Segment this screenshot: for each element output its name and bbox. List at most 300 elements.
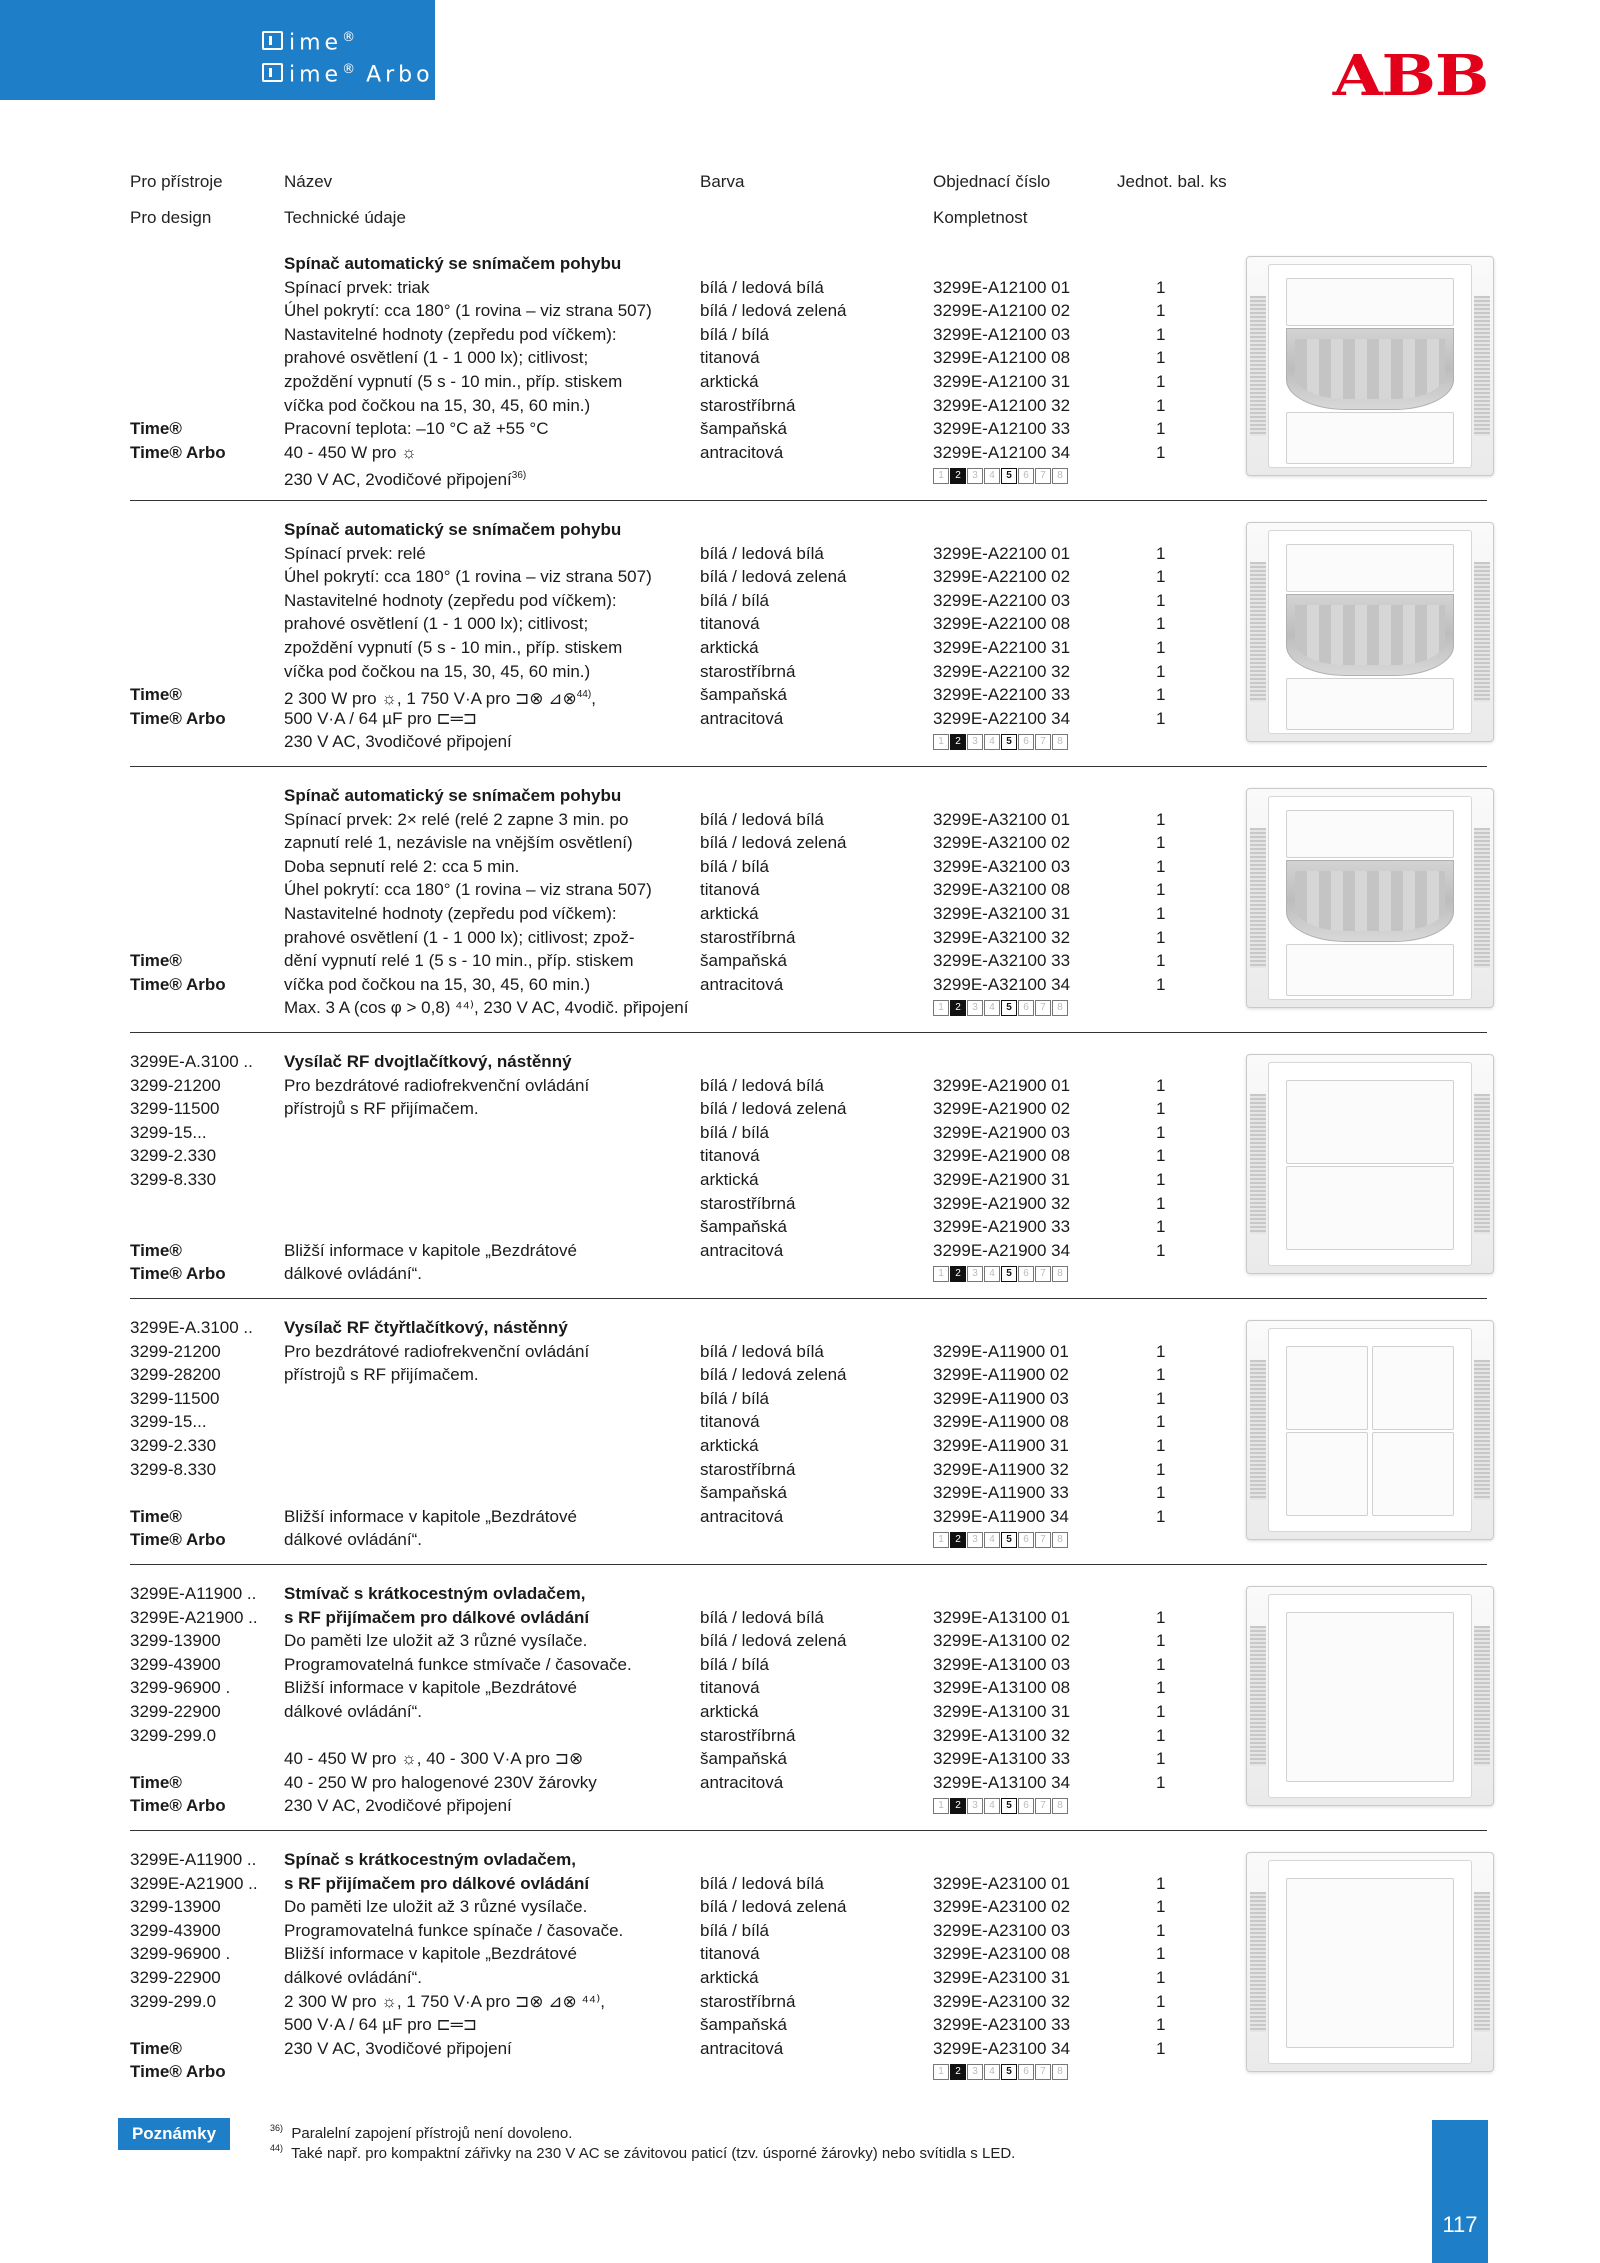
- color-name: starostříbrná: [700, 395, 796, 415]
- pack-quantity: 1: [1156, 419, 1166, 439]
- header-jednot-bal: Jednot. bal. ks: [1117, 172, 1227, 191]
- description-suffix: ,: [591, 689, 596, 709]
- completeness-cell: 8: [1052, 1266, 1068, 1282]
- description-line: [284, 1990, 605, 2013]
- order-number: 3299E-A13100 34: [933, 1772, 1071, 1792]
- left-column-entry: 3299-299.0: [130, 1991, 217, 2011]
- product-image: [1246, 1586, 1494, 1806]
- order-number: 3299E-A22100 03: [933, 590, 1071, 610]
- description-line: [284, 1629, 587, 1652]
- description-line: [284, 346, 588, 369]
- left-column-entry: Time® Arbo: [130, 1530, 226, 1550]
- header-barva: Barva: [700, 172, 745, 191]
- color-name: titanová: [700, 614, 760, 634]
- description-line: [284, 1895, 587, 1918]
- rocker-single: [1286, 1612, 1454, 1782]
- description-text: 40 - 450 W pro ☼: [284, 442, 417, 462]
- pack-quantity: 1: [1156, 1702, 1166, 1721]
- order-number: 3299E-A13100 31: [933, 1702, 1071, 1721]
- color-name: arktická: [700, 372, 759, 391]
- pack-quantity: 1: [1156, 927, 1166, 947]
- left-column-entry: Time® Arbo: [130, 708, 226, 728]
- left-column-entry: 3299-22900: [130, 1968, 221, 1987]
- page-number-box: [1432, 2120, 1488, 2263]
- description-text: Nastavitelné hodnoty (zepředu pod víčkem):: [284, 904, 617, 923]
- completeness-cell: 5: [1001, 1798, 1017, 1814]
- completeness-cell: 8: [1052, 2064, 1068, 2080]
- pack-quantity: 1: [1156, 372, 1166, 391]
- order-number: 3299E-A11900 08: [933, 1412, 1069, 1432]
- left-column-entry: 3299-22900: [130, 1702, 221, 1721]
- order-number: 3299E-A32100 02: [933, 833, 1071, 853]
- order-number: 3299E-A21900 01: [933, 1075, 1071, 1095]
- description-text: Bližší informace v kapitole „Bezdrátové: [284, 1506, 577, 1526]
- description-text: víčka pod čočkou na 15, 30, 45, 60 min.): [284, 395, 591, 415]
- order-number: 3299E-A12100 08: [933, 348, 1071, 368]
- color-name: starostříbrná: [700, 1725, 796, 1745]
- section-title: Vysílač RF dvojtlačítkový, nástěnný: [284, 1052, 572, 1071]
- pack-quantity: 1: [1156, 1170, 1166, 1189]
- order-number: 3299E-A21900 08: [933, 1146, 1071, 1166]
- header-nazev: Název: [284, 172, 333, 191]
- description-line: [284, 1919, 623, 1942]
- description-line: [284, 394, 590, 417]
- completeness-badge: [933, 1532, 1069, 1548]
- description-text: zpoždění vypnutí (5 s - 10 min., příp. stiskem: [284, 372, 623, 391]
- rocker-bottom: [1286, 1166, 1454, 1250]
- sensor-cap: [1286, 810, 1454, 858]
- completeness-cell: 3: [967, 2064, 983, 2080]
- frame-side-left: [1250, 1094, 1266, 1234]
- left-column-entry: 3299-15...: [130, 1412, 207, 1432]
- completeness-cell: 3: [967, 1532, 983, 1548]
- frame-side-left: [1250, 296, 1266, 436]
- order-number: 3299E-A11900 32: [933, 1459, 1069, 1479]
- description-line: [284, 370, 622, 393]
- header-objednaci-cislo: Objednací číslo: [933, 172, 1051, 191]
- completeness-badge: [933, 2064, 1069, 2080]
- frame-side-left: [1250, 1360, 1266, 1500]
- completeness-cell: 7: [1035, 468, 1051, 484]
- completeness-cell: 5: [1001, 1000, 1017, 1016]
- color-name: starostříbrná: [700, 1193, 796, 1213]
- completeness-cell: 1: [933, 1266, 949, 1282]
- pack-quantity: 1: [1156, 1897, 1166, 1917]
- description-text: 40 - 250 W pro halogenové 230V žárovky: [284, 1772, 597, 1792]
- color-name: starostříbrná: [700, 1459, 796, 1479]
- section-title-2: s RF přijímačem pro dálkové ovládání: [284, 1607, 590, 1627]
- color-name: bílá / ledová bílá: [700, 277, 824, 297]
- left-column-entry: 3299-96900 .: [130, 1678, 231, 1698]
- order-number: 3299E-A22100 01: [933, 543, 1071, 563]
- note-ref: 44): [270, 2143, 284, 2153]
- description-text: prahové osvětlení (1 - 1 000 lx); citlivost;: [284, 348, 589, 368]
- completeness-cell: 1: [933, 2064, 949, 2080]
- abb-logo: ABB: [1332, 43, 1488, 109]
- color-name: bílá / ledová bílá: [700, 543, 824, 563]
- order-number: 3299E-A12100 03: [933, 324, 1071, 344]
- section-divider: [130, 1564, 1487, 1565]
- frame-side-left: [1250, 1892, 1266, 2032]
- pack-quantity: 1: [1156, 2015, 1166, 2035]
- completeness-cell: 3: [967, 468, 983, 484]
- header-pro-design: Pro design: [130, 208, 212, 227]
- section-title: Stmívač s krátkocestným ovladačem,: [284, 1584, 586, 1603]
- order-number: 3299E-A32100 31: [933, 904, 1071, 923]
- description-text: 230 V AC, 2vodičové připojení: [284, 1796, 512, 1816]
- left-column-entry: Time® Arbo: [130, 442, 226, 462]
- frame-side-left: [1250, 828, 1266, 968]
- pack-quantity: 1: [1156, 1749, 1166, 1769]
- sensor-lens-icon: [1286, 328, 1454, 410]
- color-name: bílá / ledová zelená: [700, 1897, 847, 1917]
- pack-quantity: 1: [1156, 856, 1166, 876]
- description-text: Do paměti lze uložit až 3 různé vysílače.: [284, 1631, 588, 1651]
- pack-quantity: 1: [1156, 1341, 1166, 1361]
- description-line: [284, 299, 652, 322]
- pack-quantity: 1: [1156, 1459, 1166, 1479]
- completeness-cell: 4: [984, 1266, 1000, 1282]
- description-text: 40 - 450 W pro ☼, 40 - 300 V·A pro ⊐⊗: [284, 1749, 584, 1769]
- footnote-ref: 44): [576, 689, 592, 701]
- completeness-cell: 4: [984, 734, 1000, 750]
- description-text: Spínací prvek: relé: [284, 543, 426, 563]
- completeness-badge: [933, 1798, 1069, 1814]
- frame-side-right: [1474, 828, 1490, 968]
- description-text: dálkové ovládání“.: [284, 1530, 422, 1550]
- pack-quantity: 1: [1156, 348, 1166, 368]
- pack-quantity: 1: [1156, 277, 1166, 297]
- pack-quantity: 1: [1156, 1725, 1166, 1745]
- description-text: zpoždění vypnutí (5 s - 10 min., příp. stiskem: [284, 638, 623, 657]
- left-column-entry: Time®: [130, 1506, 182, 1526]
- color-name: arktická: [700, 638, 759, 657]
- pack-quantity: 1: [1156, 1631, 1166, 1651]
- left-column-entry: Time®: [130, 951, 182, 971]
- order-number: 3299E-A12100 32: [933, 395, 1071, 415]
- order-number: 3299E-A13100 33: [933, 1749, 1071, 1769]
- order-number: 3299E-A21900 02: [933, 1099, 1071, 1119]
- section-title-2: s RF přijímačem pro dálkové ovládání: [284, 1873, 590, 1893]
- order-number: 3299E-A32100 08: [933, 880, 1071, 900]
- order-number: 3299E-A21900 32: [933, 1193, 1071, 1213]
- left-column-entry: 3299-2.330: [130, 1436, 217, 1455]
- completeness-cell: 7: [1035, 1532, 1051, 1548]
- left-column-entry: 3299-43900: [130, 1654, 221, 1674]
- header-pro-pristroje: Pro přístroje: [130, 172, 223, 191]
- description-text: Programovatelná funkce spínače / časovače.: [284, 1920, 624, 1940]
- left-column-entry: Time®: [130, 685, 182, 705]
- color-name: bílá / ledová zelená: [700, 301, 847, 321]
- description-text: Pro bezdrátové radiofrekvenční ovládání: [284, 1075, 590, 1095]
- product-image: [1246, 256, 1494, 476]
- sensor-base: [1286, 412, 1454, 464]
- pack-quantity: 1: [1156, 880, 1166, 900]
- description-line: [284, 1771, 597, 1794]
- pack-quantity: 1: [1156, 1365, 1166, 1385]
- completeness-cell: 4: [984, 1000, 1000, 1016]
- pack-quantity: 1: [1156, 951, 1166, 971]
- section-title: Vysílač RF čtyřtlačítkový, nástěnný: [284, 1318, 568, 1337]
- left-column-entry: Time® Arbo: [130, 1264, 226, 1284]
- pack-quantity: 1: [1156, 1506, 1166, 1526]
- description-line: [284, 1794, 512, 1817]
- description-text: 500 V·A / 64 µF pro ⊏═⊐: [284, 2015, 478, 2035]
- description-text: dění vypnutí relé 1 (5 s - 10 min., příp. stiskem: [284, 951, 634, 971]
- section-title: Spínač automatický se snímačem pohybu: [284, 786, 622, 805]
- order-number: 3299E-A22100 34: [933, 708, 1071, 728]
- pack-quantity: 1: [1156, 1772, 1166, 1792]
- description-line: [284, 1653, 632, 1676]
- completeness-cell: 5: [1001, 2064, 1017, 2080]
- color-name: arktická: [700, 1702, 759, 1721]
- completeness-cell: 5: [1001, 468, 1017, 484]
- description-text: 230 V AC, 3vodičové připojení: [284, 2038, 512, 2058]
- order-number: 3299E-A13100 32: [933, 1725, 1071, 1745]
- product-image: [1246, 1054, 1494, 1274]
- completeness-cell: 1: [933, 468, 949, 484]
- header-kompletnost: Kompletnost: [933, 208, 1028, 227]
- color-name: antracitová: [700, 1772, 784, 1792]
- description-text: přístrojů s RF přijímačem.: [284, 1099, 479, 1119]
- color-name: bílá / ledová zelená: [700, 833, 847, 853]
- color-name: antracitová: [700, 442, 784, 462]
- pack-quantity: 1: [1156, 1099, 1166, 1119]
- color-name: titanová: [700, 1678, 760, 1698]
- color-name: arktická: [700, 904, 759, 923]
- completeness-cell: 3: [967, 734, 983, 750]
- rocker-br: [1372, 1432, 1454, 1516]
- section-divider: [130, 1830, 1487, 1831]
- completeness-cell: 1: [933, 1000, 949, 1016]
- brand-time-text: ime: [289, 62, 343, 88]
- section-title: Spínač s krátkocestným ovladačem,: [284, 1850, 576, 1869]
- color-name: titanová: [700, 1412, 760, 1432]
- color-name: šampaňská: [700, 2015, 787, 2035]
- completeness-cell: 1: [933, 1532, 949, 1548]
- color-name: arktická: [700, 1170, 759, 1189]
- section-divider: [130, 1032, 1487, 1033]
- pack-quantity: 1: [1156, 1654, 1166, 1674]
- completeness-cell: 4: [984, 1798, 1000, 1814]
- order-number: 3299E-A32100 34: [933, 974, 1071, 994]
- completeness-cell: 6: [1018, 1798, 1034, 1814]
- description-line: [284, 1966, 422, 1989]
- rocker-tr: [1372, 1346, 1454, 1430]
- order-number: 3299E-A23100 03: [933, 1920, 1071, 1940]
- completeness-cell: 6: [1018, 1266, 1034, 1282]
- note-text: Paralelní zapojení přístrojů není dovoleno.: [291, 2125, 573, 2142]
- completeness-cell: 2: [950, 734, 966, 750]
- description-line: [284, 565, 652, 588]
- description-line: [284, 612, 588, 635]
- color-name: bílá / ledová zelená: [700, 1365, 847, 1385]
- color-name: arktická: [700, 1436, 759, 1455]
- description-text: 230 V AC, 2vodičové připojení: [284, 470, 512, 490]
- completeness-cell: 1: [933, 734, 949, 750]
- left-column-entry: 3299-15...: [130, 1122, 207, 1142]
- pack-quantity: 1: [1156, 567, 1166, 587]
- product-image: [1246, 522, 1494, 742]
- description-text: přístrojů s RF přijímačem.: [284, 1365, 479, 1385]
- description-text: víčka pod čočkou na 15, 30, 45, 60 min.): [284, 974, 591, 994]
- description-line: [284, 926, 635, 949]
- pack-quantity: 1: [1156, 543, 1166, 563]
- description-line: [284, 464, 526, 491]
- description-text: Doba sepnutí relé 2: cca 5 min.: [284, 856, 520, 876]
- description-text: Do paměti lze uložit až 3 různé vysílače.: [284, 1897, 588, 1917]
- order-number: 3299E-A13100 08: [933, 1678, 1071, 1698]
- sensor-lens-icon: [1286, 860, 1454, 942]
- description-text: dálkové ovládání“.: [284, 1264, 422, 1284]
- frame-side-right: [1474, 1094, 1490, 1234]
- description-line: [284, 1942, 577, 1965]
- left-column-entry: 3299-28200: [130, 1365, 221, 1385]
- color-name: titanová: [700, 1146, 760, 1166]
- pack-quantity: 1: [1156, 809, 1166, 829]
- pack-quantity: 1: [1156, 1944, 1166, 1964]
- reg-mark: ®: [342, 30, 356, 45]
- pack-quantity: 1: [1156, 1873, 1166, 1893]
- color-name: starostříbrná: [700, 927, 796, 947]
- left-column-entry: 3299-13900: [130, 1897, 221, 1917]
- color-name: starostříbrná: [700, 1991, 796, 2011]
- left-column-entry: 3299-21200: [130, 1341, 221, 1361]
- order-number: 3299E-A11900 31: [933, 1436, 1069, 1455]
- completeness-cell: 6: [1018, 468, 1034, 484]
- description-line: [284, 996, 688, 1019]
- completeness-cell: 8: [1052, 1798, 1068, 1814]
- completeness-badge: [933, 734, 1069, 750]
- description-text: 500 V·A / 64 µF pro ⊏═⊐: [284, 708, 478, 728]
- brand-arbo-text: Arbo: [366, 62, 434, 88]
- order-number: 3299E-A22100 02: [933, 567, 1071, 587]
- description-line: [284, 542, 426, 565]
- section-divider: [130, 766, 1487, 767]
- order-number: 3299E-A23100 02: [933, 1897, 1071, 1917]
- color-name: bílá / ledová bílá: [700, 1341, 824, 1361]
- completeness-cell: 7: [1035, 1000, 1051, 1016]
- left-column-entry: Time® Arbo: [130, 974, 226, 994]
- completeness-cell: 7: [1035, 734, 1051, 750]
- completeness-cell: 6: [1018, 734, 1034, 750]
- color-name: šampaňská: [700, 419, 787, 439]
- description-text: Pro bezdrátové radiofrekvenční ovládání: [284, 1341, 590, 1361]
- description-line: [284, 2037, 512, 2060]
- order-number: 3299E-A21900 03: [933, 1122, 1071, 1142]
- color-name: titanová: [700, 1944, 760, 1964]
- frame-side-right: [1474, 562, 1490, 702]
- pack-quantity: 1: [1156, 301, 1166, 321]
- pack-quantity: 1: [1156, 1146, 1166, 1166]
- note-44: [270, 2138, 1015, 2164]
- completeness-cell: 1: [933, 1798, 949, 1814]
- description-text: Úhel pokrytí: cca 180° (1 rovina – viz strana 507): [284, 301, 652, 321]
- pack-quantity: 1: [1156, 614, 1166, 634]
- section-divider: [130, 1298, 1487, 1299]
- left-column-entry: 3299-43900: [130, 1920, 221, 1940]
- completeness-cell: 8: [1052, 468, 1068, 484]
- left-column-entry: 3299-96900 .: [130, 1944, 231, 1964]
- order-number: 3299E-A13100 01: [933, 1607, 1071, 1627]
- description-line: [284, 878, 652, 901]
- description-line: [284, 949, 634, 972]
- pack-quantity: 1: [1156, 1483, 1166, 1503]
- left-column-entry: Time®: [130, 419, 182, 439]
- pack-quantity: 1: [1156, 1920, 1166, 1940]
- color-name: bílá / ledová bílá: [700, 1873, 824, 1893]
- description-line: [284, 902, 617, 925]
- pack-quantity: 1: [1156, 904, 1166, 923]
- pack-quantity: 1: [1156, 1412, 1166, 1432]
- order-number: 3299E-A23100 34: [933, 2038, 1071, 2058]
- completeness-cell: 3: [967, 1266, 983, 1282]
- pack-quantity: 1: [1156, 638, 1166, 657]
- pack-quantity: 1: [1156, 833, 1166, 853]
- section-divider: [130, 500, 1487, 501]
- completeness-cell: 8: [1052, 1000, 1068, 1016]
- left-column-entry: 3299-13900: [130, 1631, 221, 1651]
- description-text: prahové osvětlení (1 - 1 000 lx); citlivost; zpož-: [284, 927, 635, 947]
- order-number: 3299E-A22100 31: [933, 638, 1071, 657]
- description-line: [284, 323, 617, 346]
- reg-mark: ®: [342, 62, 356, 77]
- left-column-entry: Time®: [130, 1240, 182, 1260]
- description-line: [284, 1239, 577, 1262]
- order-number: 3299E-A23100 08: [933, 1944, 1071, 1964]
- sensor-cap: [1286, 544, 1454, 592]
- description-text: Spínací prvek: 2× relé (relé 2 zapne 3 min. po: [284, 809, 629, 829]
- left-column-entry: 3299E-A11900 ..: [130, 1850, 257, 1869]
- sensor-base: [1286, 944, 1454, 996]
- completeness-cell: 3: [967, 1000, 983, 1016]
- description-line: [284, 1262, 422, 1285]
- pack-quantity: 1: [1156, 395, 1166, 415]
- pack-quantity: 1: [1156, 442, 1166, 462]
- order-number: 3299E-A22100 33: [933, 685, 1071, 705]
- color-name: starostříbrná: [700, 661, 796, 681]
- left-column-entry: Time® Arbo: [130, 2062, 226, 2082]
- pack-quantity: 1: [1156, 1991, 1166, 2011]
- description-line: [284, 589, 617, 612]
- order-number: 3299E-A32100 03: [933, 856, 1071, 876]
- description-text: prahové osvětlení (1 - 1 000 lx); citlivost;: [284, 614, 589, 634]
- color-name: bílá / ledová zelená: [700, 1099, 847, 1119]
- completeness-cell: 2: [950, 2064, 966, 2080]
- description-line: [284, 808, 628, 831]
- color-name: šampaňská: [700, 685, 787, 705]
- completeness-cell: 8: [1052, 734, 1068, 750]
- pack-quantity: 1: [1156, 324, 1166, 344]
- description-text: 2 300 W pro ☼, 1 750 V·A pro ⊐⊗ ⊿⊗ ⁴⁴⁾,: [284, 1991, 605, 2011]
- brand-time: [262, 30, 355, 55]
- color-name: bílá / ledová zelená: [700, 1631, 847, 1651]
- completeness-cell: 4: [984, 2064, 1000, 2080]
- sensor-lens-icon: [1286, 594, 1454, 676]
- color-name: titanová: [700, 348, 760, 368]
- description-text: Bližší informace v kapitole „Bezdrátové: [284, 1944, 577, 1964]
- description-line: [284, 1363, 479, 1386]
- color-name: bílá / bílá: [700, 856, 769, 876]
- completeness-cell: 7: [1035, 1266, 1051, 1282]
- description-line: [284, 1700, 422, 1723]
- order-number: 3299E-A21900 33: [933, 1217, 1071, 1237]
- color-name: antracitová: [700, 2038, 784, 2058]
- pack-quantity: 1: [1156, 1968, 1166, 1987]
- description-text: 2 300 W pro ☼, 1 750 V·A pro ⊐⊗ ⊿⊗: [284, 689, 577, 709]
- description-text: Nastavitelné hodnoty (zepředu pod víčkem):: [284, 324, 617, 344]
- brand-time-arbo: [262, 62, 434, 87]
